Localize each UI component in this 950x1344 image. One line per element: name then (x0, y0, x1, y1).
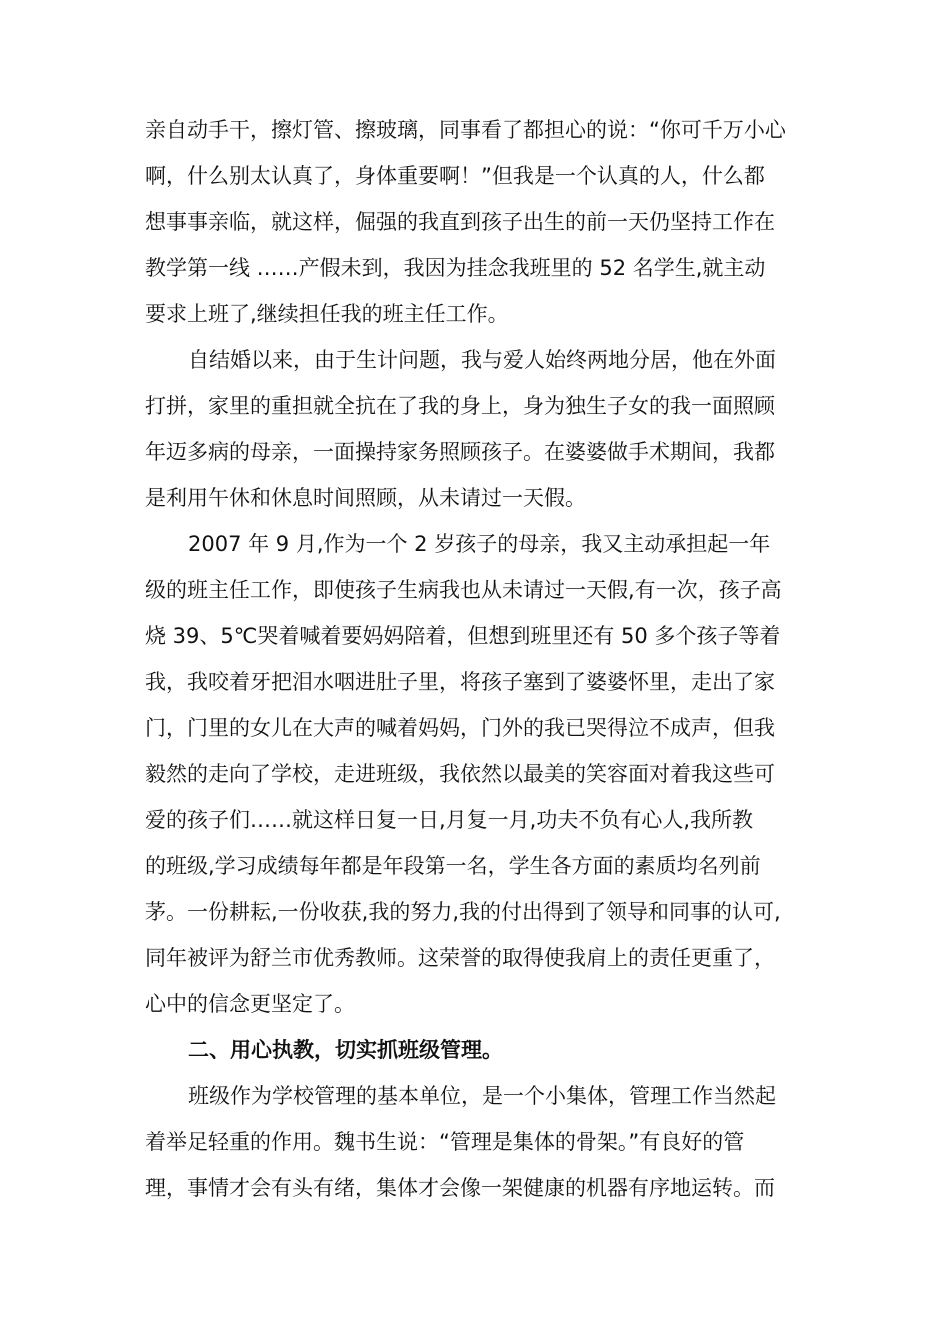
text-line: 烧 39、5℃哭着喊着要妈妈陪着，但想到班里还有 50 多个孩子等着 (145, 624, 781, 648)
text-line: 要求上班了,继续担任我的班主任工作。 (145, 302, 509, 326)
text-line: 亲自动手干，擦灯管、擦玻璃，同事看了都担心的说：“你可千万小心 (145, 118, 786, 142)
paragraph-start-line: 自结婚以来，由于生计问题，我与爱人始终两地分居，他在外面 (188, 348, 776, 372)
text-line: 我，我咬着牙把泪水咽进肚子里，将孩子塞到了婆婆怀里，走出了家 (145, 670, 775, 694)
text-line: 茅。一份耕耘,一份收获,我的努力,我的付出得到了领导和同事的认可, (145, 900, 781, 924)
text-line: 想事事亲临，就这样，倔强的我直到孩子出生的前一天仍坚持工作在 (145, 210, 775, 234)
document-body (145, 107, 825, 1211)
text-line: 理，事情才会有头有绪，集体才会像一架健康的机器有序地运转。而 (145, 1176, 775, 1200)
text-line: 啊，什么别太认真了，身体重要啊！”但我是一个认真的人，什么都 (145, 164, 765, 188)
text-line: 年迈多病的母亲，一面操持家务照顾孩子。在婆婆做手术期间，我都 (145, 440, 775, 464)
text-line: 同年被评为舒兰市优秀教师。这荣誉的取得使我肩上的责任更重了， (145, 946, 775, 970)
text-line: 的班级,学习成绩每年都是年段第一名，学生各方面的素质均名列前 (145, 854, 761, 878)
text-line: 门，门里的女儿在大声的喊着妈妈，门外的我已哭得泣不成声，但我 (145, 716, 775, 740)
text-line: 打拼，家里的重担就全抗在了我的身上，身为独生子女的我一面照顾 (145, 394, 775, 418)
text-line: 教学第一线 ……产假未到，我因为挂念我班里的 52 名学生,就主动 (145, 256, 766, 280)
text-line: 爱的孩子们……就这样日复一日,月复一月,功夫不负有心人,我所教 (145, 808, 754, 832)
paragraph-start-line: 班级作为学校管理的基本单位，是一个小集体，管理工作当然起 (188, 1084, 776, 1108)
text-line: 级的班主任工作，即使孩子生病我也从未请过一天假,有一次，孩子高 (145, 578, 782, 602)
section-heading: 二、用心执教，切实抓班级管理。 (188, 1038, 503, 1062)
text-line: 心中的信念更坚定了。 (145, 992, 355, 1016)
text-line: 毅然的走向了学校，走进班级，我依然以最美的笑容面对着我这些可 (145, 762, 775, 786)
paragraph-start-line: 2007 年 9 月,作为一个 2 岁孩子的母亲，我又主动承担起一年 (188, 532, 771, 556)
text-line: 着举足轻重的作用。魏书生说：“管理是集体的骨架。”有良好的管 (145, 1130, 745, 1154)
text-line: 是利用午休和休息时间照顾，从未请过一天假。 (145, 486, 586, 510)
